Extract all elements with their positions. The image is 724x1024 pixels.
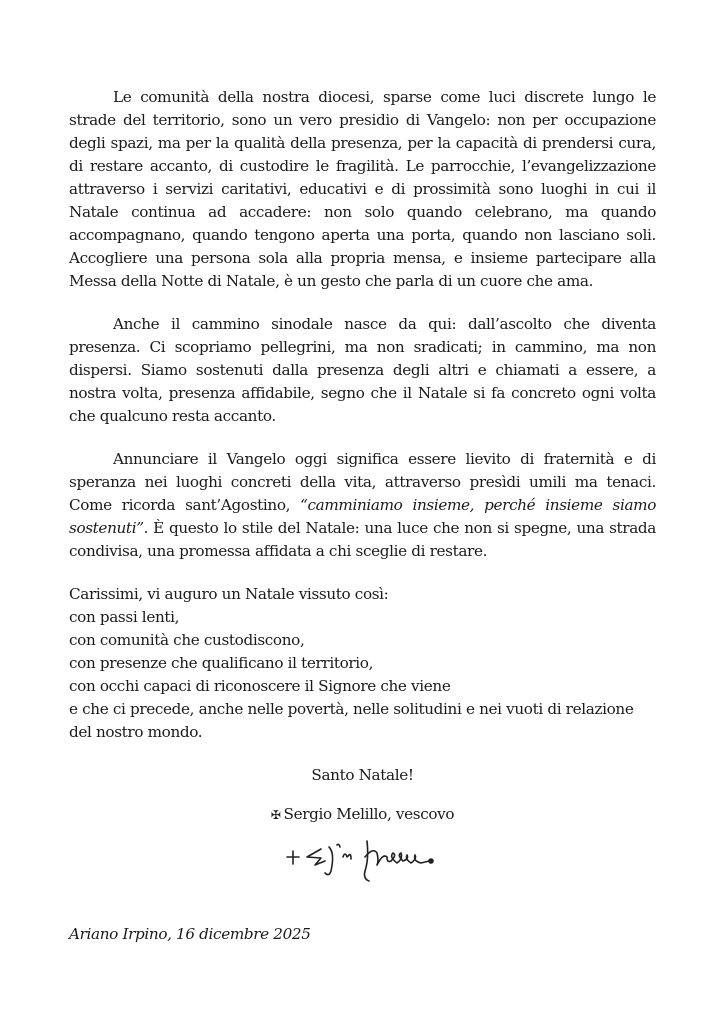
closing-wishes bbox=[69, 583, 656, 744]
sender-name: Sergio Melillo, vescovo bbox=[283, 805, 455, 823]
sender-line bbox=[69, 803, 656, 827]
signature-initials-stroke bbox=[337, 844, 351, 859]
place-and-date: Ariano Irpino, 16 dicembre 2025 bbox=[69, 925, 311, 943]
handwritten-signature bbox=[273, 831, 453, 883]
closing-line: e che ci precede, anche nelle povertà, nelle solitudini e nei vuoti di relazione bbox=[69, 700, 634, 718]
signature-cross-stroke bbox=[287, 851, 299, 864]
closing-line: con presenze che qualificano il territorio, bbox=[69, 654, 374, 672]
signature-end-dot bbox=[429, 859, 433, 863]
closing-line: con comunità che custodiscono, bbox=[69, 631, 305, 649]
christmas-greeting: Santo Natale! bbox=[311, 766, 414, 784]
paragraph-gospel-text-after: . È questo lo stile del Natale: una luce che non si spegne, una strada condivisa, una promessa affidata a chi sceglie di restare. bbox=[69, 519, 656, 560]
signature-surname-stroke bbox=[364, 841, 429, 881]
paragraph-synodal-path: Anche il cammino sinodale nasce da qui: dall’ascolto che diventa presenza. Ci scopriamo pellegrini, ma non sradicati; in cammino, ma non dispersi. Siamo sostenuti dalla presenza degli altri e chiamati a essere, a nostra volta, presenza affidabile, segno che il Natale si fa concreto ogni volta che qualcuno resta accanto. bbox=[69, 315, 656, 425]
closing-line: con passi lenti, bbox=[69, 608, 180, 626]
paragraph-communities: Le comunità della nostra diocesi, sparse come luci discrete lungo le strade del territorio, sono un vero presidio di Vangelo: non per occupazione degli spazi, ma per la qualità della presenza, per la capacità di prendersi cura, di restare accanto, di custodire le fragilità. Le parrocchie, l’evangelizzazione attraverso i servizi caritativi, educativi e di prossimità sono luoghi in cui il Natale continua ad accadere: non solo quando celebrano, ma quando accompagnano, quando tengono aperta una porta, quando non lasciano soli. Accogliere una persona sola alla propria mensa, e insieme partecipare alla Messa della Notte di Natale, è un gesto che parla di un cuore che ama. bbox=[69, 88, 656, 290]
closing-line: del nostro mondo. bbox=[69, 723, 203, 741]
closing-line: Carissimi, vi auguro un Natale vissuto così: bbox=[69, 585, 389, 603]
paragraph-gospel-text-before: Annunciare il Vangelo oggi significa essere lievito di fraternità e di speranza nei luoghi concreti della vita, attraverso presìdi umili ma tenaci. Come ricorda sant’Agostino, bbox=[69, 450, 656, 514]
closing-line: con occhi capaci di riconoscere il Signore che viene bbox=[69, 677, 451, 695]
maltese-cross-icon: ✠ bbox=[270, 808, 281, 822]
paragraph-gospel bbox=[69, 448, 656, 563]
letter-page bbox=[69, 86, 656, 961]
augustine-quote: “camminiamo insieme, perché insieme siamo sostenuti” bbox=[69, 496, 656, 537]
signature-first-name-stroke bbox=[307, 847, 333, 875]
